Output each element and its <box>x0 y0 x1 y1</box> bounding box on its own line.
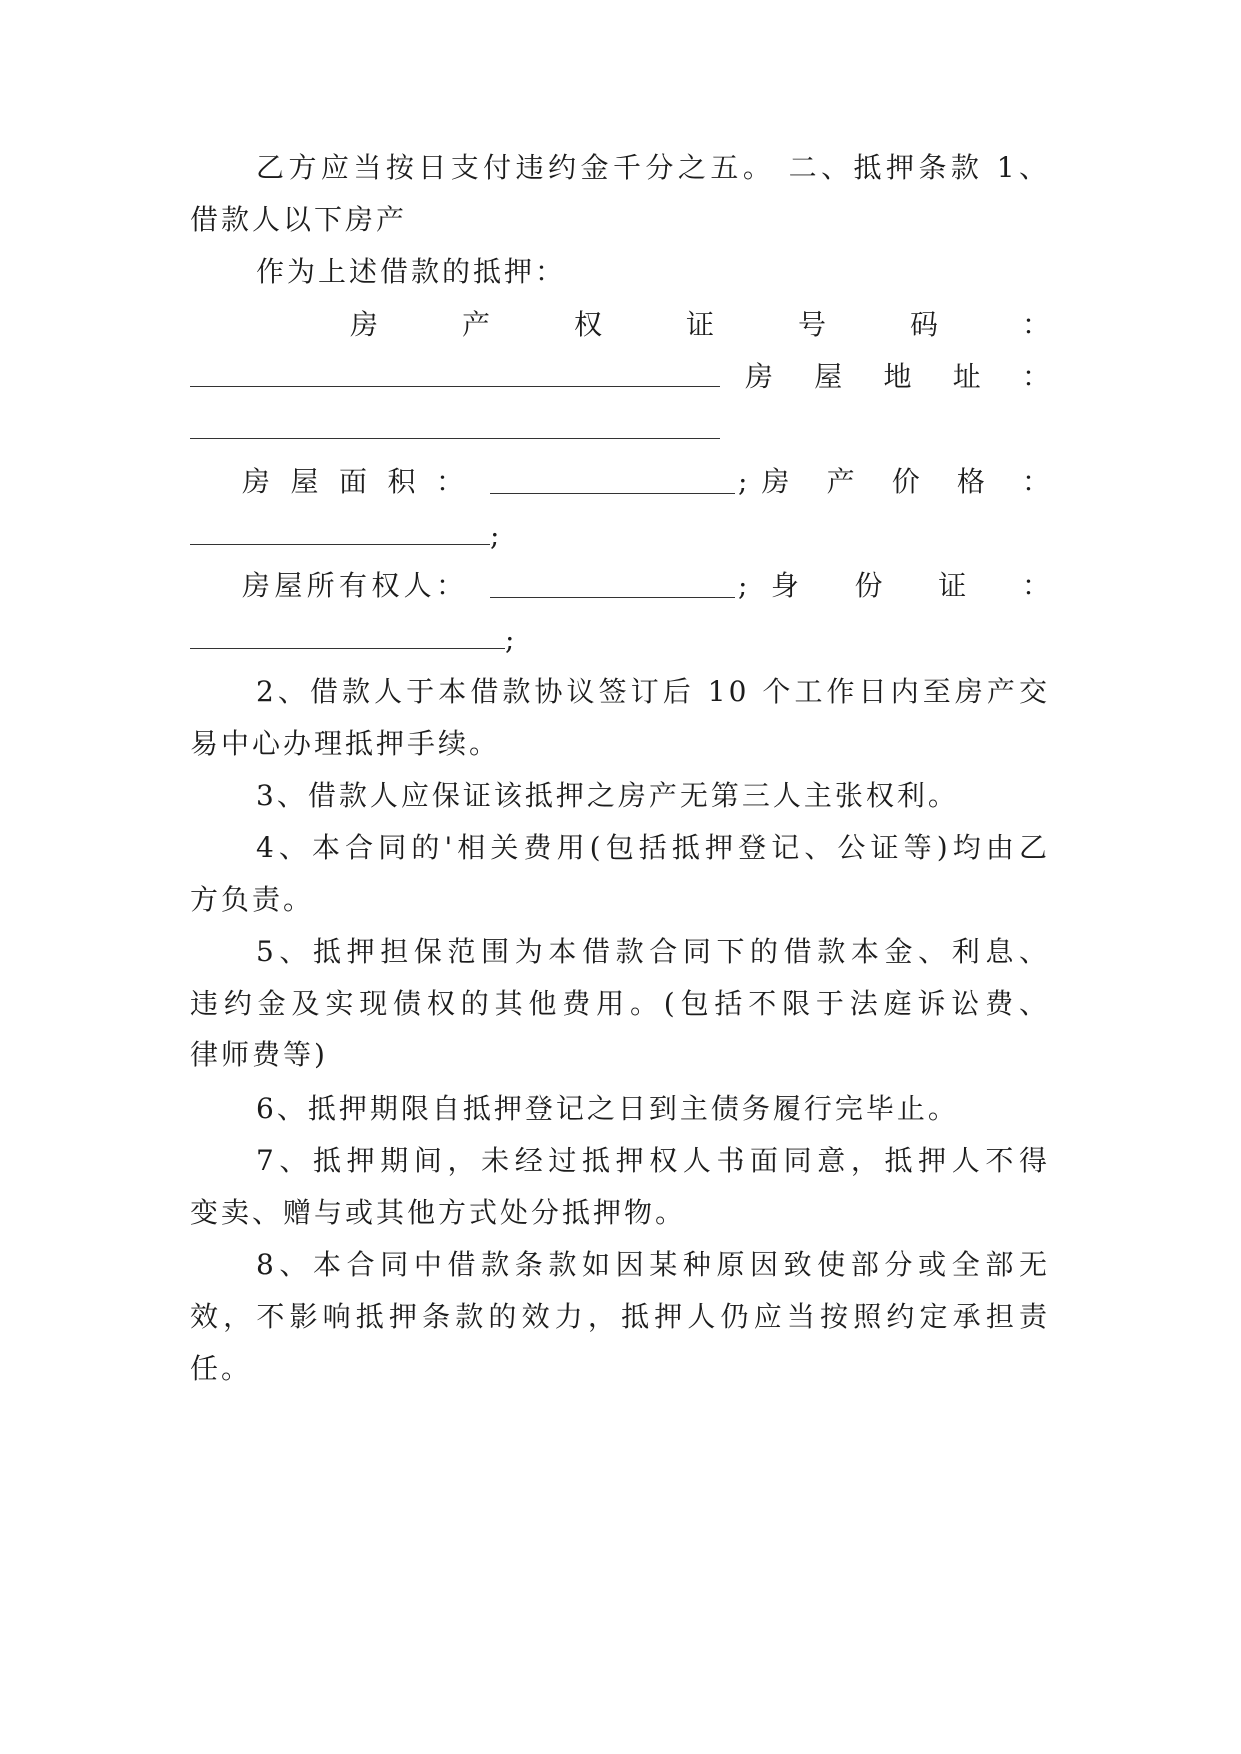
house-area-label: 房 屋 面 积 ： <box>242 465 464 498</box>
property-cert-number-label: 房 产 权 证 号 码 ： <box>350 308 1050 341</box>
clause-8-line-3: 任。 <box>190 1352 253 1385</box>
clause-5-line-1: 5、抵押担保范围为本借款合同下的借款本金、利息、 <box>256 935 1050 968</box>
line-price-blank <box>190 518 1050 553</box>
line-address-blank <box>190 412 1050 447</box>
clause-6: 6、抵押期限自抵押登记之日到主债务履行完毕止。 <box>256 1092 959 1125</box>
clause-8-line-1: 8、本合同中借款条款如因某种原因致使部分或全部无 <box>256 1248 1050 1281</box>
clause-2-line-2: 易中心办理抵押手续。 <box>190 727 501 760</box>
clause-5-line-3: 律师费等) <box>190 1038 328 1071</box>
owner-blank[interactable] <box>490 571 735 598</box>
id-blank[interactable] <box>190 622 505 649</box>
clause-7-line-2: 变卖、赠与或其他方式处分抵押物。 <box>190 1196 687 1229</box>
clause-8-line-2: 效，不影响抵押条款的效力，抵押人仍应当按照约定承担责 <box>190 1300 1050 1333</box>
address-blank[interactable] <box>190 412 720 439</box>
price-blank[interactable] <box>190 518 490 545</box>
line-address-row <box>190 360 1050 395</box>
line-as-collateral: 作为上述借款的抵押： <box>256 255 567 288</box>
cert-number-blank[interactable] <box>190 360 720 387</box>
semicolon: ; <box>505 623 518 656</box>
property-price-label: ;房 产 价 格 ： <box>738 465 1050 498</box>
clause-2-line-1: 2、借款人于本借款协议签订后 10 个工作日内至房产交 <box>256 675 1050 708</box>
clause-7-line-1: 7、抵押期间，未经过抵押权人书面同意，抵押人不得 <box>256 1144 1050 1177</box>
clause-5-line-2: 违约金及实现债权的其他费用。(包括不限于法庭诉讼费、 <box>190 987 1050 1020</box>
clause-4-line-2: 方负责。 <box>190 883 315 916</box>
clause-3: 3、借款人应保证该抵押之房产无第三人主张权利。 <box>256 779 959 812</box>
id-card-label: ;身 份 证 ： <box>738 569 1050 602</box>
line-borrower-property: 借款人以下房产 <box>190 203 408 236</box>
line-id-blank <box>190 622 1050 657</box>
area-blank[interactable] <box>490 467 735 494</box>
house-owner-label: 房屋所有权人： <box>242 569 464 602</box>
house-address-label: 房 屋 地 址 ： <box>745 360 1050 393</box>
line-penalty-clause: 乙方应当按日支付违约金千分之五。 二、抵押条款 1、 <box>256 151 1050 184</box>
semicolon: ; <box>490 519 503 552</box>
clause-4-line-1: 4、本合同的'相关费用(包括抵押登记、公证等)均由乙 <box>256 831 1050 864</box>
